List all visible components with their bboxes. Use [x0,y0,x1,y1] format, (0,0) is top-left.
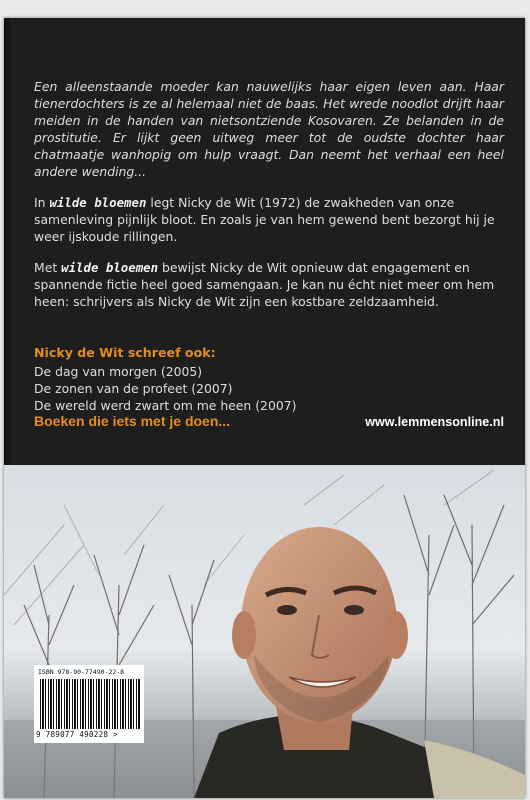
other-book-item: De zonen van de profeet (2007) [34,381,233,396]
para1-rest: legt Nicky de Wit (1972) de zwakheden van onze samenleving pijnlijk bloot. En zoals je van hem gewend bent bezorgt hij je weer ijskoude rillingen. [34,195,495,244]
isbn-text: ISBN 978-90-77490-22-8 [38,668,125,676]
back-cover-text [34,78,504,414]
description-paragraph-1 [34,194,504,245]
para2-rest: bewijst Nicky de Wit opnieuw dat engagement en spannende fictie heel goed samengaan. Je kan nu écht niet meer om hem heen: schrijvers als Nicky de Wit zijn een kostbare zeldzaamheid. [34,260,495,309]
para2-prefix: Met [34,260,62,275]
para1-prefix: In [34,195,50,210]
publisher-tagline: Boeken die iets met je doen... [34,413,231,429]
book-title-inline: wilde bloemen [49,195,147,210]
isbn-barcode [34,665,144,743]
book-title-inline: wilde bloemen [61,260,159,275]
description-paragraph-2 [34,259,504,310]
other-books-heading: Nicky de Wit schreef ook: [34,345,216,360]
other-book-item: De dag van morgen (2005) [34,364,203,379]
blurb-text: Een alleenstaande moeder kan nauwelijks haar eigen leven aan. Haar tienerdochters is ze al helemaal niet de baas. Het wrede noodlot drijft haar meiden in de handen van nietsontziende Kosovaren. Ze belanden in de prostitutie. Er lijkt geen uitweg meer tot de oudste dochter haar chatmaatje wanhopig om hulp vraagt. Dan neemt het verhaal een heel andere wending... [34,79,504,179]
other-book-item: De wereld werd zwart om me heen (2007) [34,398,297,413]
back-cover [4,18,525,798]
publisher-website: www.lemmensonline.nl [365,415,504,429]
barcode-bars [40,679,140,729]
tagline-row [34,413,504,429]
author-photo [4,465,525,798]
author-photo-illustration [4,465,525,798]
barcode-digits: 9 789077 490228 > [36,730,118,739]
